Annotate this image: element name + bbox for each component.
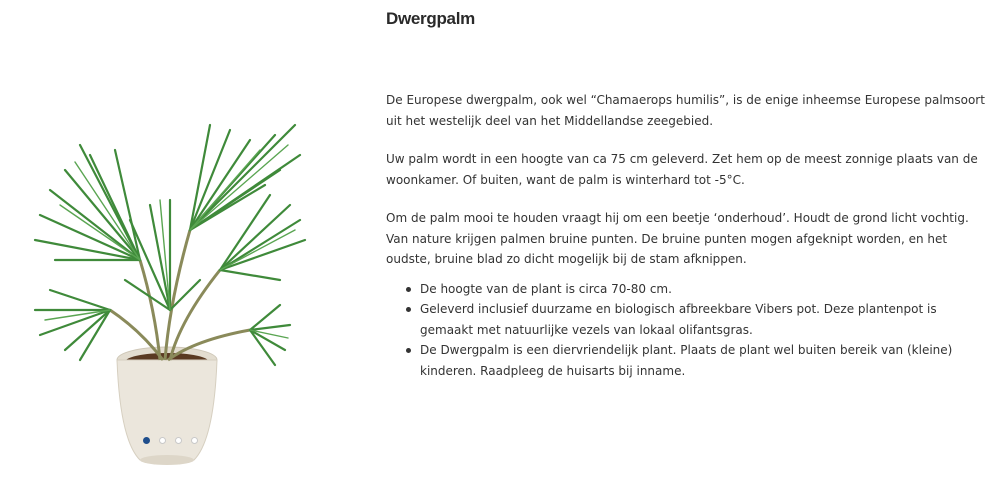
carousel-dot-3[interactable]	[175, 437, 182, 444]
product-image-panel	[20, 110, 320, 475]
description-paragraph-2: Uw palm wordt in een hoogte van ca 75 cm geleverd. Zet hem op de meest zonnige plaats van de woonkamer. Of buiten, want de palm is winterhard tot -5°C.	[386, 152, 978, 187]
carousel-dots	[143, 437, 198, 444]
carousel-dot-1[interactable]	[143, 437, 150, 444]
product-title: Dwergpalm	[386, 9, 475, 28]
pot	[117, 347, 217, 465]
palm-plant-image	[20, 110, 320, 475]
carousel-dot-4[interactable]	[191, 437, 198, 444]
product-description	[386, 0, 986, 381]
description-paragraph-3: Om de palm mooi te houden vraagt hij om een beetje ‘onderhoud’. Houdt de grond licht vochtig. Van nature krijgen palmen bruine punten. De bruine punten mogen afgeknipt worden, en het oudste, bruine blad zo dicht mogelijk bij de stam afknippen.	[386, 211, 969, 266]
feature-list	[386, 279, 986, 382]
feature-item: De Dwergpalm is een diervriendelijk plant. Plaats de plant wel buiten bereik van (kleine) kinderen. Raadpleeg de huisarts bij inname.	[420, 340, 986, 381]
feature-item: De hoogte van de plant is circa 70-80 cm.	[420, 279, 986, 300]
feature-item: Geleverd inclusief duurzame en biologisch afbreekbare Vibers pot. Deze plantenpot is gemaakt met natuurlijke vezels van lokaal olifantsgras.	[420, 299, 986, 340]
description-paragraph-1: De Europese dwergpalm, ook wel “Chamaerops humilis”, is de enige inheemse Europese palmsoort uit het westelijk deel van het Middellandse zeegebied.	[386, 93, 985, 128]
carousel-dot-2[interactable]	[159, 437, 166, 444]
